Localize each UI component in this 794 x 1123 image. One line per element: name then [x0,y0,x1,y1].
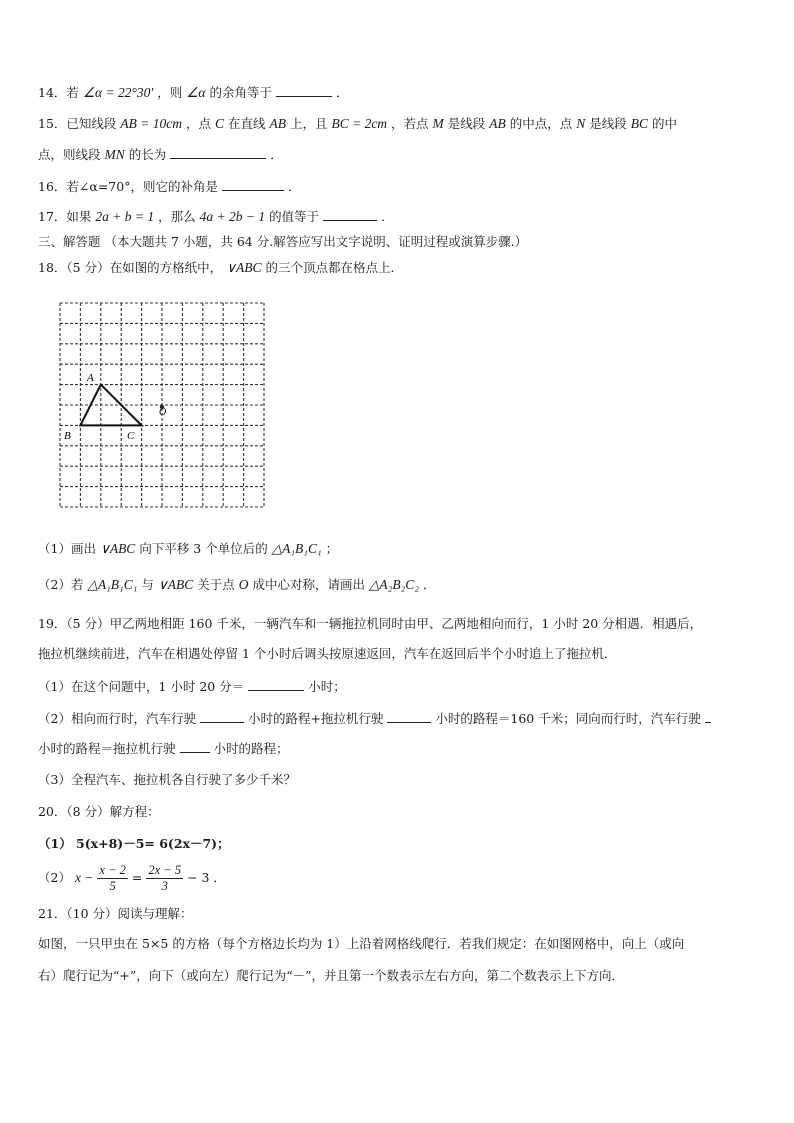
q19-text: 小时； [308,679,346,694]
fraction-2-denominator: 3 [161,879,168,893]
q15-math: BC [630,116,649,131]
answer-blank[interactable] [222,178,284,191]
question-18 [38,260,403,276]
q15-text: ，点 [185,116,211,131]
fraction-1-numerator: x − 2 [99,863,126,877]
question-19-line-2: 拖拉机继续前进，汽车在相遇处停留 1 个小时后调头按原速返回，汽车在返回后半个小时追上了拖拉机． [38,646,617,661]
question-18-part-1 [38,541,338,557]
question-17 [38,208,394,225]
answer-blank[interactable] [276,84,332,97]
q14-text: 14．若 [38,85,79,100]
q15-text: 是线段 [589,116,627,131]
q18-math: △A₁B₁C₁ [87,577,138,592]
question-20-part-2 [38,858,226,898]
answer-blank[interactable] [180,740,210,753]
q17-text: ，那么 [158,209,196,224]
q18-math: ∨ABC [99,541,136,556]
question-21-line-1: 如图，一只甲虫在 5×5 的方格（每个方格边长均为 1）上沿着网格线爬行．若我们规定：在如图网格中，向上（或向 [38,936,685,951]
q19-text: （1）在这个问题中，1 小时 20 分＝ [38,679,245,694]
question-20-title: 20．（8 分）解方程： [38,804,160,819]
label-o: O [159,407,167,418]
q18-math: ∨ABC [226,260,262,275]
q15-math: N [576,116,586,131]
q19-text: （2）相向而行时，汽车行驶 [38,711,196,726]
q15-text: 的长为 [128,147,167,162]
question-20-part-1: （1） 5(x+8)－5= 6(2x－7)； [38,836,230,851]
q15-text: 的中点，点 [509,116,573,131]
q20-equals: = [131,870,143,885]
question-14 [38,84,348,101]
q16-text: 16．若∠α=70°，则它的补角是 [38,179,218,194]
question-15-line-2 [38,146,283,163]
q15-text: 15．已知线段 [38,116,117,131]
question-15 [38,116,677,132]
q17-math: 2a + b = 1 [95,209,155,224]
q20-math: x − [74,870,94,885]
q15-period: ． [270,147,283,162]
q15-text: ，若点 [391,116,429,131]
q15-text: 上，且 [289,116,328,131]
q15-math: C [214,116,224,131]
question-21-line-2: 右）爬行记为“+”，向下（或向左）爬行记为“－”，并且第一个数表示左右方向，第二个数表示上下方向． [38,968,625,983]
q15-text: 在直线 [227,116,266,131]
q19-text: 小时的路程； [213,741,289,756]
question-19-part-2-cont [38,740,289,757]
q16-period: ． [287,179,301,194]
q18-text: 与 [141,577,154,592]
fraction-1 [97,863,127,894]
grid-figure [56,299,270,525]
q15-text: 是线段 [447,116,486,131]
answer-blank[interactable] [200,710,244,723]
answer-blank[interactable] [170,146,266,159]
question-19-line-1: 19．（5 分）甲乙两地相距 160 千米，一辆汽车和一辆拖拉机同时由甲、乙两地相向而行，1 小时 20 分相遇．相遇后， [38,616,703,631]
q15-text: 的中 [652,116,678,131]
question-16 [38,178,300,195]
q20-text: − 3 ． [187,870,226,885]
q17-math: 4a + 2b − 1 [199,209,266,224]
question-19-part-1 [38,678,346,695]
q19-text: 小时的路程＝160 千米；同向而行时，汽车行驶 [435,711,701,726]
fraction-2-numerator: 2x − 5 [148,863,182,877]
q15-math: BC = 2cm [331,116,388,131]
answer-blank[interactable] [387,710,431,723]
question-18-part-2 [38,577,435,593]
q18-math: △A₂B₂C₂ [369,577,419,592]
q18-text: ； [325,541,339,556]
answer-blank[interactable] [705,710,711,723]
label-c: C [127,430,135,442]
q14-text-2: ，则 [157,85,183,100]
q18-text: 关于点 [197,577,235,592]
q18-text: 18．（5 分）在如图的方格纸中， [38,260,223,275]
q19-text: 小时的路程+拖拉机行驶 [247,711,384,726]
question-19-part-2 [38,710,711,727]
q18-math: ∨ABC [157,577,194,592]
grid-svg [56,299,270,521]
q18-text: ． [422,577,436,592]
q14-text-3: 的余角等于 [209,85,272,100]
q18-text: （2）若 [38,577,84,592]
q15-math: AB [489,116,506,131]
q18-text: （1）画出 [38,541,96,556]
q15-text: 点，则线段 [38,147,101,162]
label-a: A [87,372,94,384]
q15-math: M [432,116,444,131]
q18-text: 的三个顶点都在格点上． [265,260,403,275]
q18-math: O [238,577,249,592]
q17-period: ． [381,209,394,224]
q15-math: MN [104,147,125,162]
q14-angle: ∠α = 22°30′ [82,85,154,100]
q18-math: △A₁B₁C₁ [271,541,322,556]
label-b: B [64,430,71,442]
q17-text: 的值等于 [269,209,320,224]
q18-text: 向下平移 3 个单位后的 [139,541,268,556]
q18-text: 成中心对称，请画出 [252,577,366,592]
question-21-title: 21．（10 分）阅读与理解： [38,906,193,921]
answer-blank[interactable] [323,208,377,221]
q15-math: AB = 10cm [120,116,182,131]
q17-text: 17．如果 [38,209,92,224]
answer-blank[interactable] [248,678,304,691]
q14-angle-2: ∠α [186,85,206,100]
section-heading: 三、解答题 （本大题共 7 小题，共 64 分.解答应写出文字说明、证明过程或演算步骤.） [38,234,528,249]
fraction-1-denominator: 5 [109,879,116,893]
q14-period: ． [335,85,349,100]
q19-text: 小时的路程＝拖拉机行驶 [38,741,176,756]
q20-text: （2） [38,870,71,885]
question-19-part-3: （3）全程汽车、拖拉机各自行驶了多少千米？ [38,772,296,787]
q15-math: AB [269,116,286,131]
fraction-2 [146,863,183,894]
